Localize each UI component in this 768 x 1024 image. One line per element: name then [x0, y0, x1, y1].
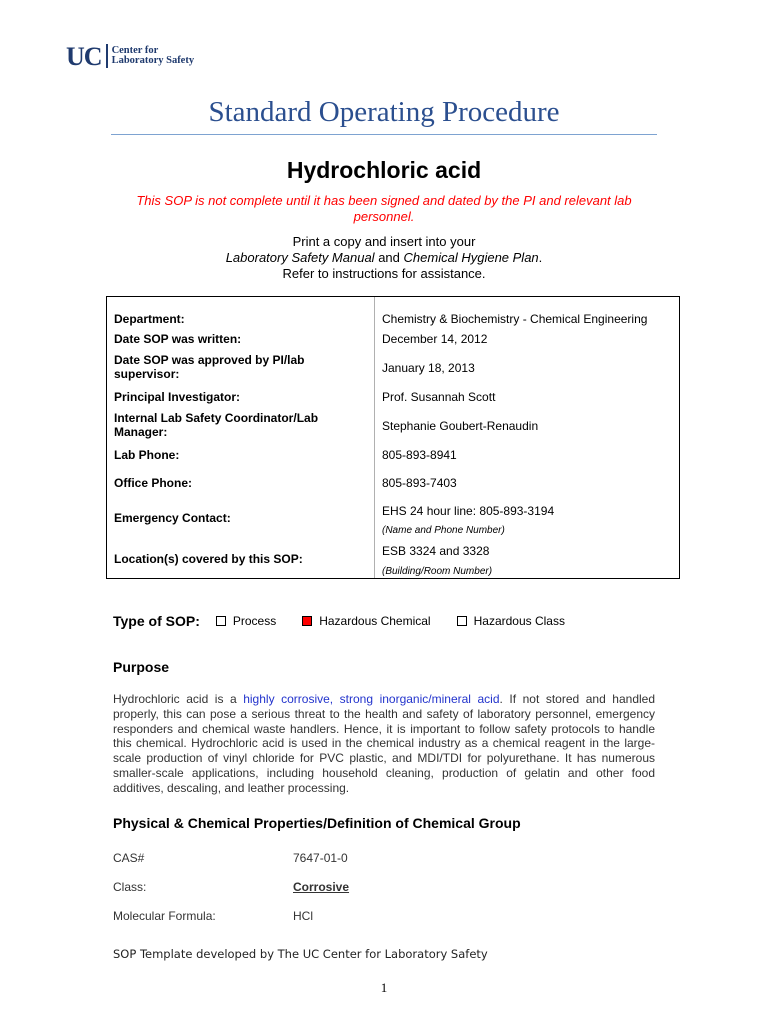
title-rule [111, 134, 657, 135]
location-note: (Building/Room Number) [382, 566, 493, 577]
process-option-label: Process [232, 614, 277, 628]
logo-text [108, 44, 195, 66]
class-label: Class: [113, 880, 147, 894]
manual-name: Laboratory Safety Manual [225, 250, 375, 265]
office-phone-value: 805-893-7403 [382, 476, 457, 490]
emergency-contact-value: EHS 24 hour line: 805-893-3194 [382, 504, 555, 518]
sop-type-row [113, 612, 591, 630]
date-approved-value: January 18, 2013 [382, 361, 475, 375]
lab-phone-label: Lab Phone: [114, 448, 180, 462]
hazardous-class-option-label: Hazardous Class [473, 614, 565, 628]
logo-line-1: Center for [111, 45, 159, 56]
location-value: ESB 3324 and 3328 [382, 544, 490, 558]
hazardous-chemical-checkbox[interactable] [302, 616, 312, 626]
class-value: Corrosive [293, 880, 350, 894]
logo-uc-mark: UC [66, 44, 108, 68]
properties-heading: Physical & Chemical Properties/Definition of Chemical Group [113, 815, 521, 831]
sop-info-table [106, 296, 680, 579]
instructions-line-2 [0, 250, 768, 266]
template-credit: SOP Template developed by The UC Center for Laboratory Safety [113, 947, 488, 961]
pi-label: Principal Investigator: [114, 390, 241, 404]
lab-manager-label: Internal Lab Safety Coordinator/Lab Manager: [114, 411, 319, 439]
purpose-heading: Purpose [113, 659, 170, 675]
table-divider [374, 297, 375, 578]
purpose-paragraph [113, 692, 655, 796]
department-label: Department: [114, 312, 185, 326]
department-value: Chemistry & Biochemistry - Chemical Engineering [382, 312, 648, 326]
cas-value: 7647-01-0 [293, 851, 348, 865]
formula-label: Molecular Formula: [113, 909, 216, 923]
instructions-line-3: Refer to instructions for assistance. [282, 266, 486, 281]
lab-phone-value: 805-893-8941 [382, 448, 457, 462]
cas-label: CAS# [113, 851, 145, 865]
lab-manager-value: Stephanie Goubert-Renaudin [382, 419, 539, 433]
purpose-link[interactable]: highly corrosive, strong inorganic/mineral acid [243, 692, 500, 706]
instructions [0, 234, 768, 282]
purpose-text-2: . If not stored and handled properly, this can pose a serious threat to the health and safety of laboratory personnel, emergency responders and chemical waste handlers. Hence, it is important to follow safety protocols to handle this chemical. Hydrochloric acid is used in the chemical industry as a chemical reagent in the large-scale production of vinyl chloride for PVC plastic, and MDI/TDI for polyurethane. It has numerous smaller-scale applications, including household cleaning, production of gelatin and other food additives, descaling, and leather processing. [113, 692, 656, 795]
pi-value: Prof. Susannah Scott [382, 390, 496, 404]
process-checkbox[interactable] [216, 616, 226, 626]
page-number: 1 [380, 980, 388, 995]
sop-type-label: Type of SOP: [113, 613, 200, 629]
purpose-text-1: Hydrochloric acid is a [113, 692, 244, 706]
hazardous-chemical-option-label: Hazardous Chemical [319, 614, 431, 628]
hazardous-class-checkbox[interactable] [457, 616, 467, 626]
plan-name: Chemical Hygiene Plan [403, 250, 539, 265]
office-phone-label: Office Phone: [114, 476, 193, 490]
date-approved-label: Date SOP was approved by PI/lab supervisor: [114, 353, 305, 381]
date-written-value: December 14, 2012 [382, 332, 488, 346]
emergency-contact-note: (Name and Phone Number) [382, 525, 505, 536]
location-label: Location(s) covered by this SOP: [114, 552, 303, 566]
formula-value: HCl [293, 909, 313, 923]
period: . [538, 250, 543, 265]
emergency-contact-label: Emergency Contact: [114, 511, 231, 525]
page-title: Standard Operating Procedure [208, 96, 560, 128]
logo-line-2: Laboratory Safety [111, 55, 195, 66]
and-word: and [378, 250, 400, 265]
completion-warning: This SOP is not complete until it has been signed and dated by the PI and relevant lab personnel. [136, 193, 632, 224]
chemical-name: Hydrochloric acid [286, 157, 482, 183]
instructions-line-1: Print a copy and insert into your [292, 234, 476, 249]
date-written-label: Date SOP was written: [114, 332, 242, 346]
uc-center-logo [66, 42, 195, 71]
